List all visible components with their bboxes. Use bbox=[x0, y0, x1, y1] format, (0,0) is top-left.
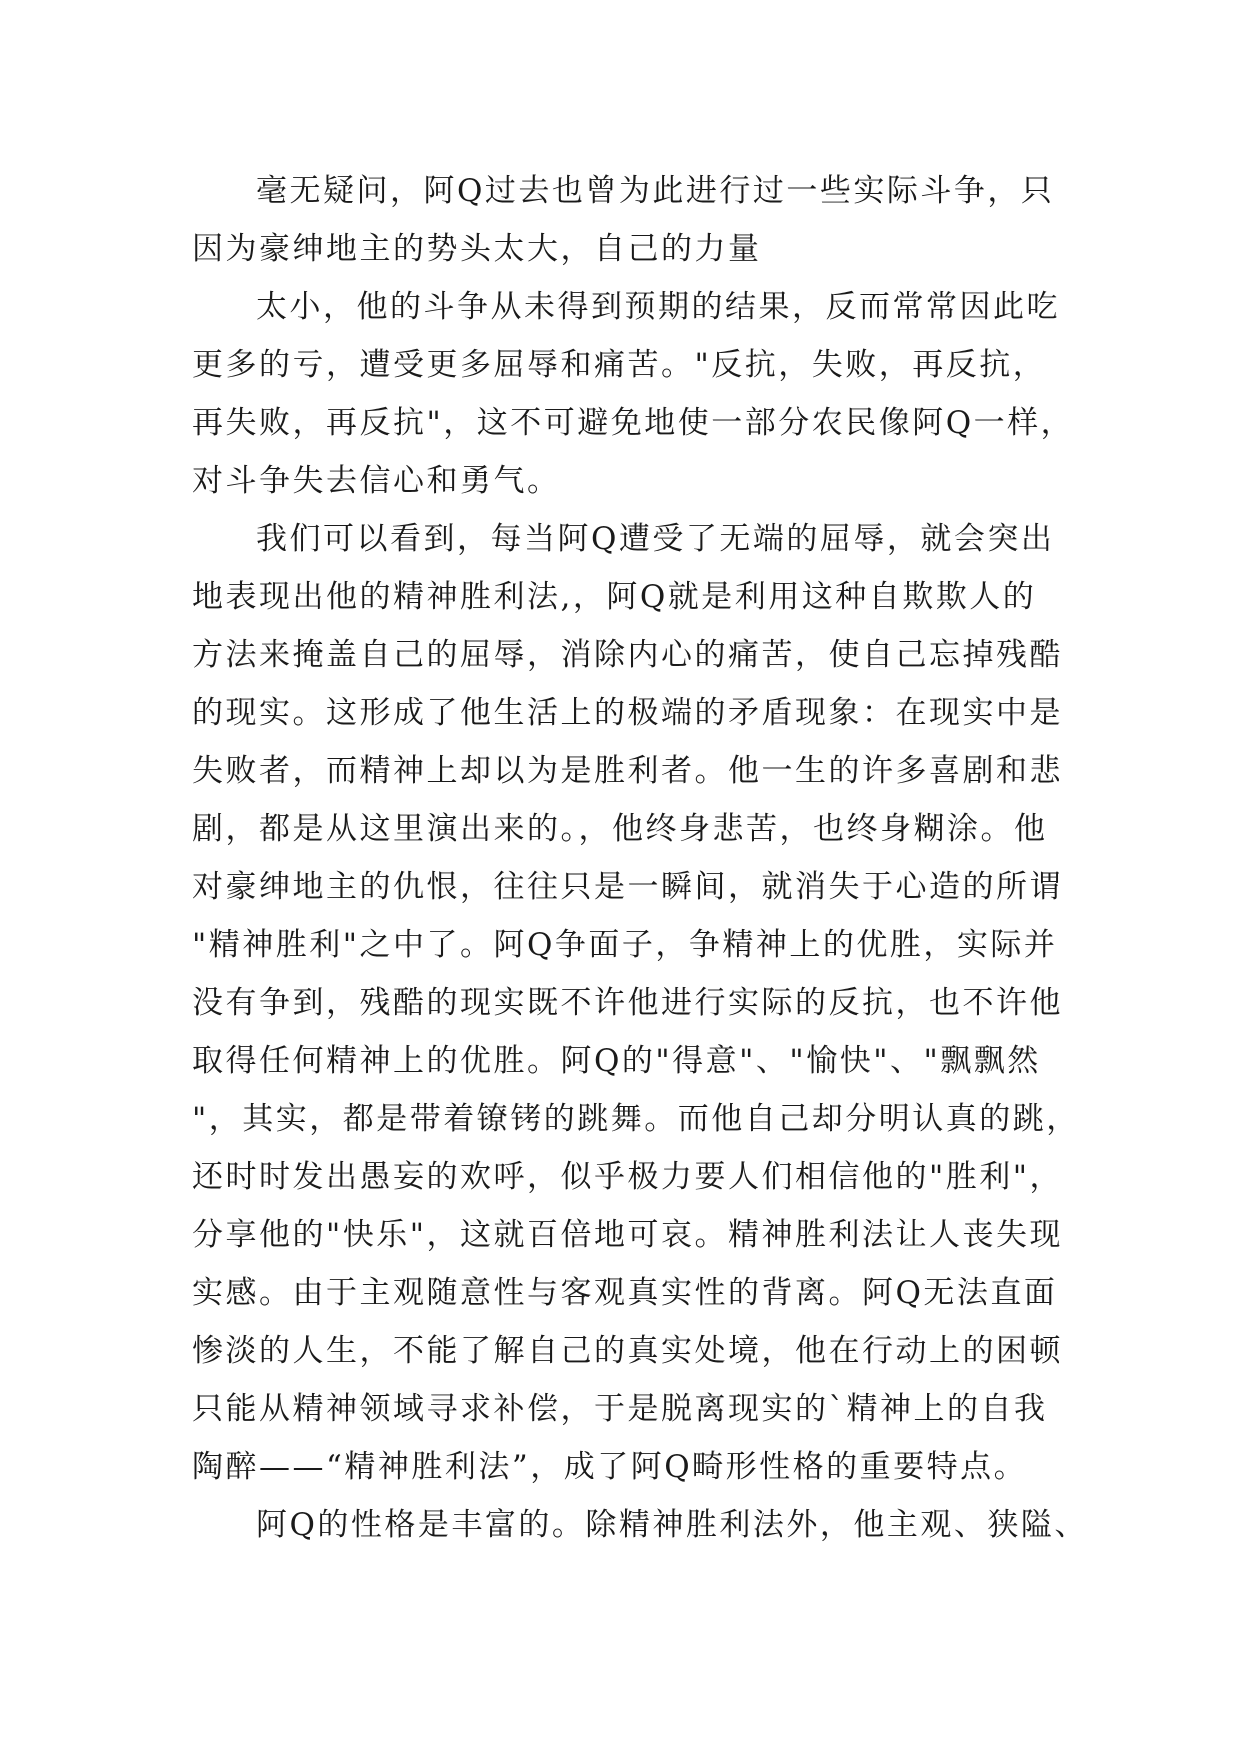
text-line: 实感。由于主观随意性与客观真实性的背离。阿Q无法直面 bbox=[192, 1275, 1058, 1311]
text-line: 地表现出他的精神胜利法,，阿Q就是利用这种自欺欺人的 bbox=[192, 579, 1037, 615]
text-line: 陶醉——“精神胜利法”，成了阿Q畸形性格的重要特点。 bbox=[192, 1449, 1028, 1485]
text-line: 失败者，而精神上却以为是胜利者。他一生的许多喜剧和悲 bbox=[192, 753, 1063, 789]
text-line: 更多的亏，遭受更多屈辱和痛苦。"反抗，失败，再反抗， bbox=[192, 347, 1047, 383]
text-line: 对豪绅地主的仇恨，往往只是一瞬间，就消失于心造的所谓 bbox=[192, 869, 1063, 905]
text-line: 惨淡的人生，不能了解自己的真实处境，他在行动上的困顿 bbox=[192, 1333, 1063, 1369]
text-line: 再失败，再反抗"，这不可避免地使一部分农民像阿Q一样， bbox=[192, 405, 1075, 441]
body-text bbox=[192, 162, 1088, 1554]
text-line: 取得任何精神上的优胜。阿Q的"得意"、"愉快"、"飘飘然 bbox=[192, 1043, 1041, 1079]
text-line: 没有争到，残酷的现实既不许他进行实际的反抗，也不许他 bbox=[192, 985, 1063, 1021]
text-line: 方法来掩盖自己的屈辱，消除内心的痛苦，使自己忘掉残酷 bbox=[192, 637, 1063, 673]
text-line: 太小，他的斗争从未得到预期的结果，反而常常因此吃 bbox=[256, 289, 1060, 325]
text-line: 我们可以看到，每当阿Q遭受了无端的屈辱，就会突出 bbox=[256, 521, 1055, 557]
text-line: 分享他的"快乐"，这就百倍地可哀。精神胜利法让人丧失现 bbox=[192, 1217, 1064, 1253]
text-line: 只能从精神领域寻求补偿，于是脱离现实的`精神上的自我 bbox=[192, 1391, 1048, 1427]
text-line: 阿Q的性格是丰富的。除精神胜利法外，他主观、狭隘、 bbox=[256, 1507, 1088, 1543]
text-line: 对斗争失去信心和勇气。 bbox=[192, 463, 561, 499]
text-line: 还时时发出愚妄的欢呼，似乎极力要人们相信他的"胜利"， bbox=[192, 1159, 1064, 1195]
text-line: 的现实。这形成了他生活上的极端的矛盾现象：在现实中是 bbox=[192, 695, 1063, 731]
text-line: 毫无疑问，阿Q过去也曾为此进行过一些实际斗争，只 bbox=[256, 173, 1055, 209]
text-line: "精神胜利"之中了。阿Q争面子，争精神上的优胜，实际并 bbox=[192, 927, 1058, 963]
text-line: "，其实，都是带着镣铐的跳舞。而他自己却分明认真的跳， bbox=[192, 1101, 1080, 1137]
text-line: 因为豪绅地主的势头太大，自己的力量 bbox=[192, 231, 762, 267]
text-line: 剧，都是从这里演出来的。，他终身悲苦，也终身糊涂。他 bbox=[192, 811, 1048, 847]
